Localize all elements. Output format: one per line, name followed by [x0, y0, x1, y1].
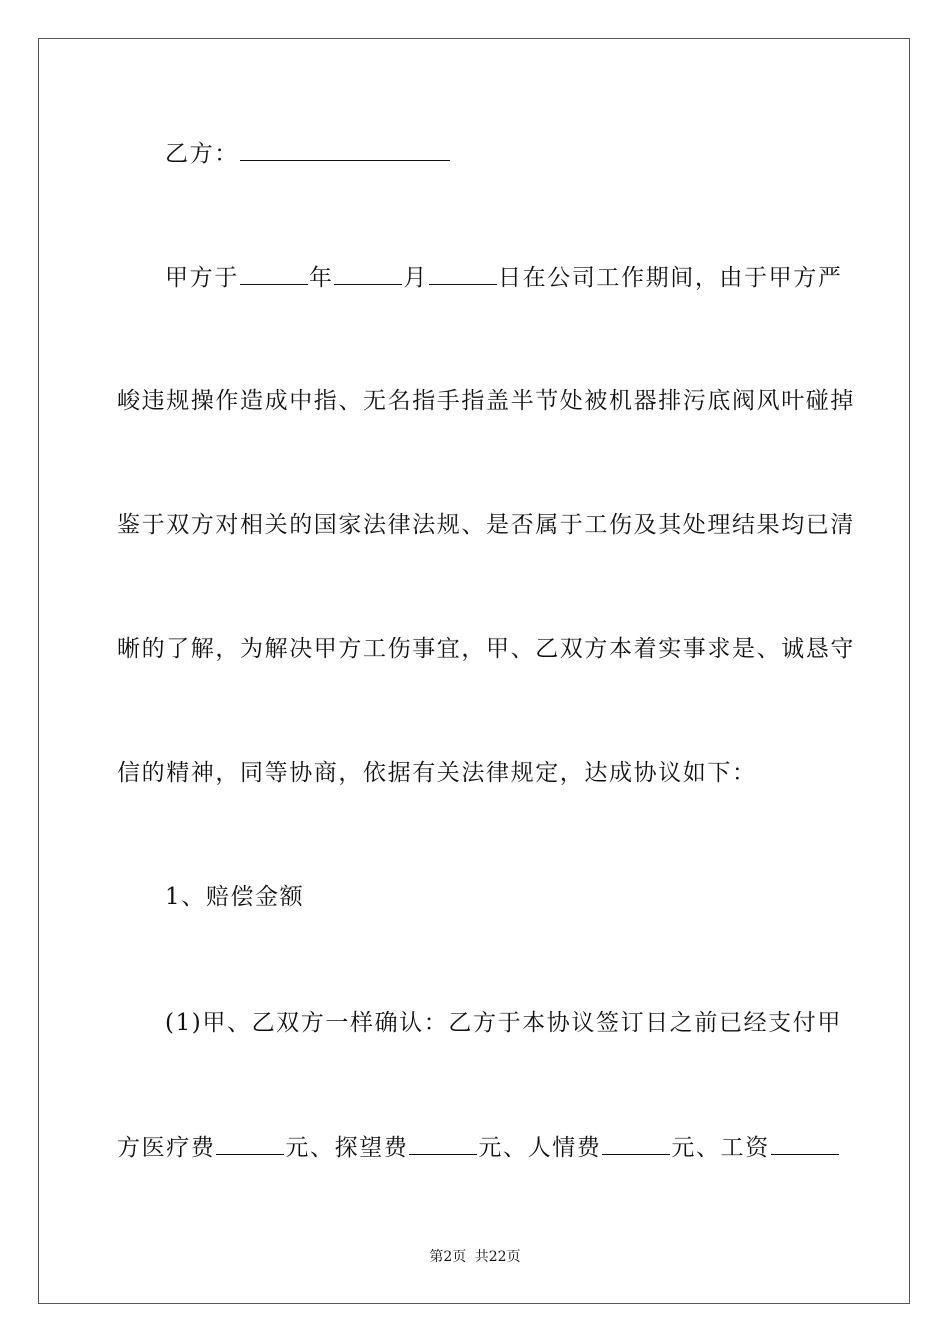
wage-blank [771, 1132, 839, 1155]
month-blank [334, 262, 402, 285]
para1-line4: 晰的了解，为解决甲方工伤事宜，甲、乙双方本着实事求是、诚恳守 [117, 636, 855, 662]
page-number: 第2页 [429, 1249, 467, 1265]
item1-line1: (1)甲、乙双方一样确认：乙方于本协议签订日之前已经支付甲 [165, 1010, 842, 1036]
para1-text-a: 甲方于 [165, 265, 239, 291]
gift-fee-label: 元、人情费 [478, 1135, 602, 1161]
visit-fee-label: 元、探望费 [285, 1135, 409, 1161]
day-blank [429, 262, 497, 285]
para1-text-d: 日在公司工作期间，由于甲方严 [498, 265, 843, 291]
section1-heading: 1、赔偿金额 [165, 884, 305, 910]
party-b-blank [240, 138, 450, 161]
para1-line1 [165, 262, 885, 293]
item1-line2 [117, 1132, 837, 1163]
para1-line3: 鉴于双方对相关的国家法律法规、是否属于工伤及其处理结果均已清 [117, 512, 855, 538]
party-b-label: 乙方： [165, 141, 239, 167]
page-frame [38, 38, 910, 1304]
page-footer [0, 1248, 950, 1266]
para1-line5: 信的精神，同等协商，依据有关法律规定，达成协议如下： [117, 760, 757, 786]
party-b-line [165, 138, 885, 169]
page-total: 共22页 [474, 1249, 521, 1265]
medical-fee-label: 方医疗费 [117, 1135, 216, 1161]
gift-fee-blank [602, 1132, 670, 1155]
para1-line2: 峻违规操作造成中指、无名指手指盖半节处被机器排污底阀风叶碰掉 [117, 388, 855, 414]
para1-text-c: 月 [403, 265, 429, 291]
medical-fee-blank [216, 1132, 284, 1155]
visit-fee-blank [409, 1132, 477, 1155]
para1-text-b: 年 [308, 265, 334, 291]
year-blank [240, 262, 308, 285]
wage-label: 元、工资 [671, 1135, 770, 1161]
